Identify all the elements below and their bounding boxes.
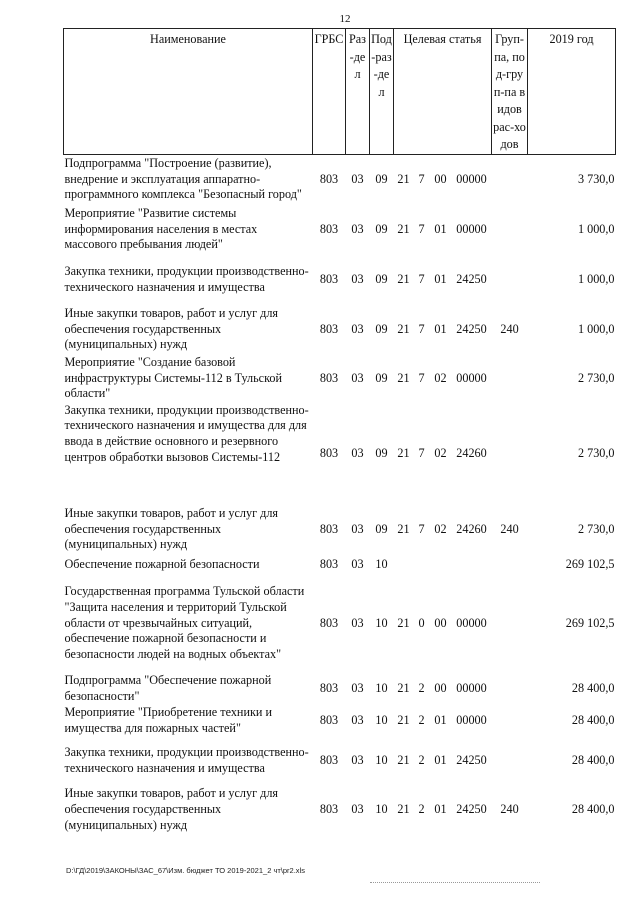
row-amount: 28 400,0 [571, 680, 615, 695]
table-row [64, 555, 616, 575]
row-podrazdel: 10 [375, 802, 388, 817]
row-razdel: 03 [351, 445, 364, 460]
row-expense-group [492, 575, 528, 673]
row-amount: 2 730,0 [577, 521, 615, 536]
row-target-subprogram: 0 [418, 615, 425, 630]
row-expense-group: 240 [500, 521, 519, 536]
row-target-event [430, 555, 452, 575]
table-header-row [64, 29, 616, 155]
table-row [64, 154, 616, 205]
row-target-event: 01 [434, 321, 447, 336]
row-expense-group [492, 255, 528, 305]
row-target-subprogram: 7 [418, 370, 425, 385]
row-expense-group [492, 355, 528, 403]
row-expense-group [492, 154, 528, 205]
header-target-article: Целевая статья [394, 29, 492, 155]
row-razdel: 03 [351, 713, 364, 728]
row-target-subprogram: 7 [418, 445, 425, 460]
table-row [64, 575, 616, 673]
row-target-direction: 24250 [456, 802, 487, 817]
row-amount: 269 102,5 [565, 615, 615, 630]
table-row [64, 205, 616, 255]
row-target-program [394, 555, 414, 575]
row-podrazdel: 09 [375, 370, 388, 385]
row-amount: 1 000,0 [577, 221, 615, 236]
table-row [64, 673, 616, 705]
row-expense-group [492, 673, 528, 705]
table-row [64, 255, 616, 305]
table-row [64, 355, 616, 403]
row-podrazdel: 10 [375, 556, 388, 571]
row-target-program: 21 [397, 221, 410, 236]
row-name: Подпрограмма "Построение (развитие), внедрение и эксплуатация аппаратно-программного комплекса "Безопасный город" [64, 155, 302, 202]
header-year: 2019 год [528, 29, 616, 155]
row-amount: 28 400,0 [571, 713, 615, 728]
row-podrazdel: 09 [375, 445, 388, 460]
row-name: Мероприятие "Развитие системы информирования населения в местах массового пребывания людей" [64, 205, 258, 252]
row-podrazdel: 10 [375, 753, 388, 768]
file-path-footer: D:\ГД\2019\ЗАКОНЫ\ЗАС_67\Изм. бюджет ТО 2019-2021_2 чт\pr2.xls [66, 866, 305, 875]
row-target-direction: 00000 [456, 713, 487, 728]
row-razdel: 03 [351, 556, 364, 571]
table-row [64, 305, 616, 355]
row-grbs: 803 [319, 802, 339, 817]
row-target-event: 00 [434, 615, 447, 630]
row-target-program: 21 [397, 171, 410, 186]
row-amount: 269 102,5 [565, 556, 615, 571]
header-razdel: Раз-дел [346, 29, 370, 155]
row-expense-group [492, 205, 528, 255]
row-target-event: 01 [434, 802, 447, 817]
row-podrazdel: 09 [375, 221, 388, 236]
row-name: Государственная программа Тульской области "Защита населения и территорий Тульской области от чрезвычайных ситуаций, обеспечение пожарной безопасности и безопасности людей на водных объектах" [64, 584, 305, 662]
page-number: 12 [339, 13, 351, 25]
table-row [64, 505, 616, 555]
row-grbs: 803 [319, 445, 339, 460]
row-target-direction: 00000 [456, 221, 487, 236]
row-target-subprogram: 7 [418, 171, 425, 186]
row-podrazdel: 09 [375, 521, 388, 536]
row-razdel: 03 [351, 321, 364, 336]
row-target-program: 21 [397, 753, 410, 768]
row-target-event: 00 [434, 680, 447, 695]
row-target-direction: 24260 [456, 521, 487, 536]
row-name: Закупка техники, продукции производственно-технического назначения и имущества [64, 745, 309, 775]
row-target-event: 02 [434, 521, 447, 536]
row-target-program: 21 [397, 321, 410, 336]
row-amount: 3 730,0 [577, 171, 615, 186]
row-razdel: 03 [351, 171, 364, 186]
row-podrazdel: 09 [375, 321, 388, 336]
row-name: Мероприятие "Приобретение техники и имущества для пожарных частей" [64, 705, 272, 735]
row-expense-group [492, 403, 528, 505]
row-grbs: 803 [319, 321, 339, 336]
row-expense-group: 240 [500, 321, 519, 336]
row-expense-group [492, 738, 528, 785]
row-podrazdel: 10 [375, 713, 388, 728]
row-target-subprogram: 7 [418, 521, 425, 536]
row-target-direction [452, 555, 492, 575]
row-grbs: 803 [319, 753, 339, 768]
row-target-program: 21 [397, 445, 410, 460]
row-target-event: 02 [434, 445, 447, 460]
row-expense-group [492, 555, 528, 575]
row-target-subprogram [414, 555, 430, 575]
row-target-direction: 00000 [456, 680, 487, 695]
row-grbs: 803 [319, 271, 339, 286]
table-row [64, 403, 616, 505]
row-amount: 2 730,0 [577, 445, 615, 460]
row-grbs: 803 [319, 556, 339, 571]
row-target-subprogram: 7 [418, 321, 425, 336]
row-target-program: 21 [397, 370, 410, 385]
row-name: Закупка техники, продукции производственно-технического назначения и имущества [64, 263, 309, 294]
row-target-subprogram: 2 [418, 680, 425, 695]
row-target-program: 21 [397, 713, 410, 728]
table-row [64, 785, 616, 836]
row-razdel: 03 [351, 370, 364, 385]
row-target-program: 21 [397, 615, 410, 630]
row-target-event: 00 [434, 171, 447, 186]
header-podrazdel: Под-раз-дел [370, 29, 394, 155]
row-grbs: 803 [319, 680, 339, 695]
table-body [64, 154, 616, 836]
row-podrazdel: 09 [375, 271, 388, 286]
row-name: Подпрограмма "Обеспечение пожарной безопасности" [64, 672, 272, 703]
row-razdel: 03 [351, 680, 364, 695]
row-target-direction: 24250 [456, 271, 487, 286]
row-expense-group: 240 [500, 802, 519, 817]
row-grbs: 803 [319, 713, 339, 728]
row-amount: 28 400,0 [571, 802, 615, 817]
row-grbs: 803 [319, 370, 339, 385]
budget-table [63, 28, 616, 836]
row-podrazdel: 10 [375, 680, 388, 695]
row-target-program: 21 [397, 271, 410, 286]
row-target-program: 21 [397, 802, 410, 817]
header-name: Наименование [64, 29, 313, 155]
row-name: Иные закупки товаров, работ и услуг для обеспечения государственных (муниципальных) нужд [64, 786, 279, 832]
row-target-direction: 00000 [456, 171, 487, 186]
footer-divider [370, 882, 540, 883]
row-name: Мероприятие "Создание базовой инфраструктуры Системы-112 в Тульской области" [64, 354, 282, 401]
row-target-direction: 00000 [456, 615, 487, 630]
row-razdel: 03 [351, 221, 364, 236]
row-name: Закупка техники, продукции производственно-технического назначения и имущества для для ввода в действие основного и резервного центров обработки вызовов Системы-112 [64, 402, 309, 464]
row-target-subprogram: 7 [418, 271, 425, 286]
table-row [64, 738, 616, 785]
row-target-subprogram: 2 [418, 753, 425, 768]
row-target-direction: 24250 [456, 753, 487, 768]
row-target-event: 01 [434, 753, 447, 768]
row-name: Обеспечение пожарной безопасности [64, 556, 260, 571]
row-target-program: 21 [397, 680, 410, 695]
row-razdel: 03 [351, 521, 364, 536]
row-target-program: 21 [397, 521, 410, 536]
row-razdel: 03 [351, 753, 364, 768]
row-amount: 1 000,0 [577, 271, 615, 286]
table-row [64, 705, 616, 738]
row-razdel: 03 [351, 802, 364, 817]
header-grbs: ГРБС [313, 29, 346, 155]
row-amount: 1 000,0 [577, 321, 615, 336]
row-target-event: 01 [434, 221, 447, 236]
row-razdel: 03 [351, 271, 364, 286]
row-target-subprogram: 2 [418, 802, 425, 817]
row-grbs: 803 [319, 521, 339, 536]
row-podrazdel: 09 [375, 171, 388, 186]
row-expense-group [492, 705, 528, 738]
row-target-direction: 24250 [456, 321, 487, 336]
row-target-direction: 24260 [456, 445, 487, 460]
row-target-event: 01 [434, 713, 447, 728]
row-amount: 2 730,0 [577, 370, 615, 385]
row-target-subprogram: 2 [418, 713, 425, 728]
row-name: Иные закупки товаров, работ и услуг для обеспечения государственных (муниципальных) нужд [64, 505, 279, 552]
row-amount: 28 400,0 [571, 753, 615, 768]
row-podrazdel: 10 [375, 615, 388, 630]
row-target-event: 01 [434, 271, 447, 286]
row-razdel: 03 [351, 615, 364, 630]
row-target-event: 02 [434, 370, 447, 385]
row-grbs: 803 [319, 615, 339, 630]
row-grbs: 803 [319, 221, 339, 236]
row-target-subprogram: 7 [418, 221, 425, 236]
header-expense-group: Груп-па, под-груп-па видов рас-ходов [492, 29, 528, 155]
row-name: Иные закупки товаров, работ и услуг для обеспечения государственных (муниципальных) нужд [64, 305, 279, 352]
row-target-direction: 00000 [456, 370, 487, 385]
row-grbs: 803 [319, 171, 339, 186]
